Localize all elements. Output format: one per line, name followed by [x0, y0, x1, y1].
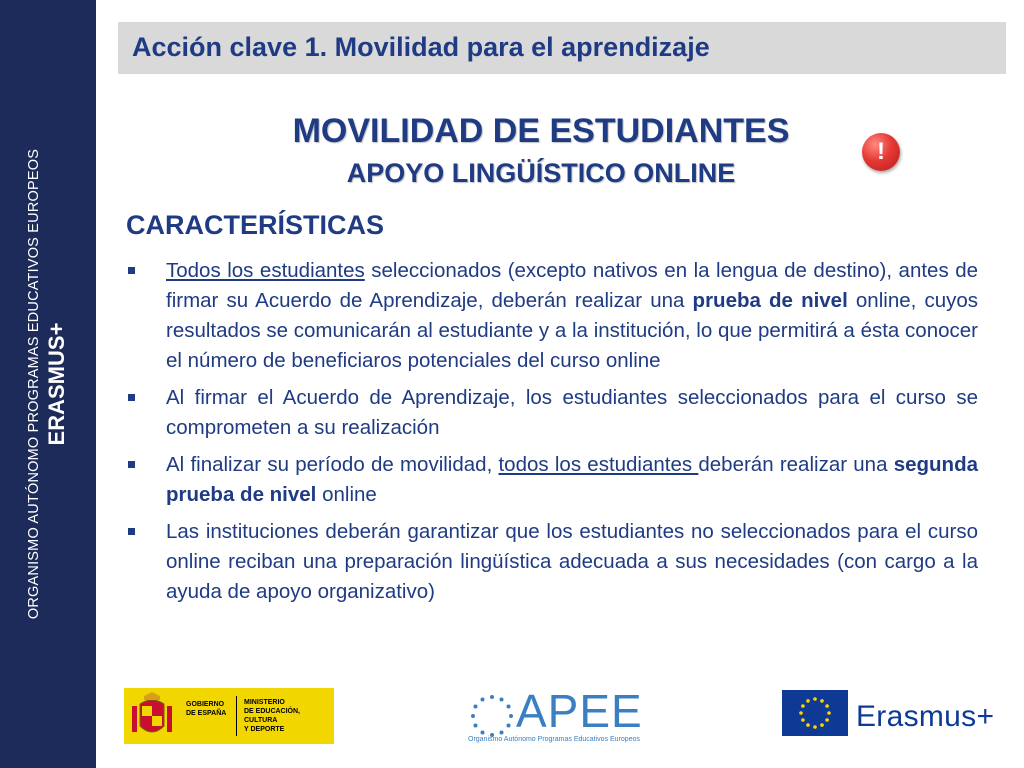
- list-item: [126, 383, 978, 443]
- square-bullet-icon: [128, 394, 135, 401]
- apee-subtitle: Organismo Autónomo Programas Educativos Europeos: [468, 736, 640, 743]
- eu-flag-icon: [782, 690, 848, 736]
- bullet-text: Todos los estudiantes: [166, 259, 365, 282]
- sidebar-vertical-text: [26, 0, 70, 768]
- list-item: [126, 256, 978, 376]
- alert-icon: !: [862, 133, 900, 171]
- bullet-list: [126, 256, 978, 614]
- square-bullet-icon: [128, 461, 135, 468]
- slide-subtitle: APOYO LINGÜÍSTICO ONLINE: [346, 158, 736, 188]
- bullet-text: online: [316, 483, 377, 506]
- bullet-text: seleccionados (excepto nativos en la lengua de destino), antes de firmar su Acuerdo de Aprendizaje, deberán realizar una: [166, 259, 979, 312]
- sidebar-program: ERASMUS+: [44, 322, 69, 446]
- sidebar: [0, 0, 96, 768]
- apee-logo: [466, 685, 652, 748]
- coat-of-arms-icon: [130, 692, 174, 740]
- apee-wordmark: APEE: [516, 685, 643, 737]
- square-bullet-icon: [128, 267, 135, 274]
- header-title: Acción clave 1. Movilidad para el aprendizaje: [132, 32, 710, 62]
- sidebar-organization: ORGANISMO AUTÓNOMO PROGRAMAS EDUCATIVOS EUROPEOS: [26, 148, 42, 620]
- bullet-text: Las instituciones deberán garantizar que los estudiantes no seleccionados para el curso online reciban una preparación lingüística adecuada a sus necesidades (con cargo a la ayuda de apoyo organizativo): [166, 520, 978, 603]
- square-bullet-icon: [128, 528, 135, 535]
- section-heading: CARACTERÍSTICAS: [126, 210, 385, 240]
- bullet-text-underlined: todos los estudiantes: [498, 453, 699, 476]
- eu-flag: [782, 690, 848, 736]
- bullet-text-bold: segunda prueba de nivel: [166, 453, 978, 506]
- erasmus-plus-logo: Erasmus+: [856, 700, 995, 733]
- spain-ministry-logo: [124, 688, 334, 744]
- list-item: [126, 450, 978, 510]
- spain-government-label: GOBIERNO DE ESPAÑA: [186, 701, 227, 717]
- divider: [236, 696, 237, 736]
- ministry-label: MINISTERIO DE EDUCACIÓN, CULTURA Y DEPORTE: [244, 699, 301, 733]
- bullet-text: Al finalizar su período de movilidad,: [166, 453, 499, 476]
- header-bar: [118, 22, 1006, 74]
- bullet-text: Al firmar el Acuerdo de Aprendizaje, los estudiantes seleccionados para el curso se comprometen a su realización: [166, 386, 978, 439]
- list-item: [126, 517, 978, 607]
- slide-title: MOVILIDAD DE ESTUDIANTES: [292, 112, 790, 150]
- star-ring-icon: [468, 692, 516, 740]
- bullet-text-bold: prueba de nivel: [692, 289, 848, 312]
- bullet-text: deberán realizar una: [698, 453, 894, 476]
- bullet-text: online, cuyos resultados se comunicarán al estudiante y a la institución, lo que permitirá a ésta conocer el número de beneficiaros potenciales del curso online: [166, 289, 978, 372]
